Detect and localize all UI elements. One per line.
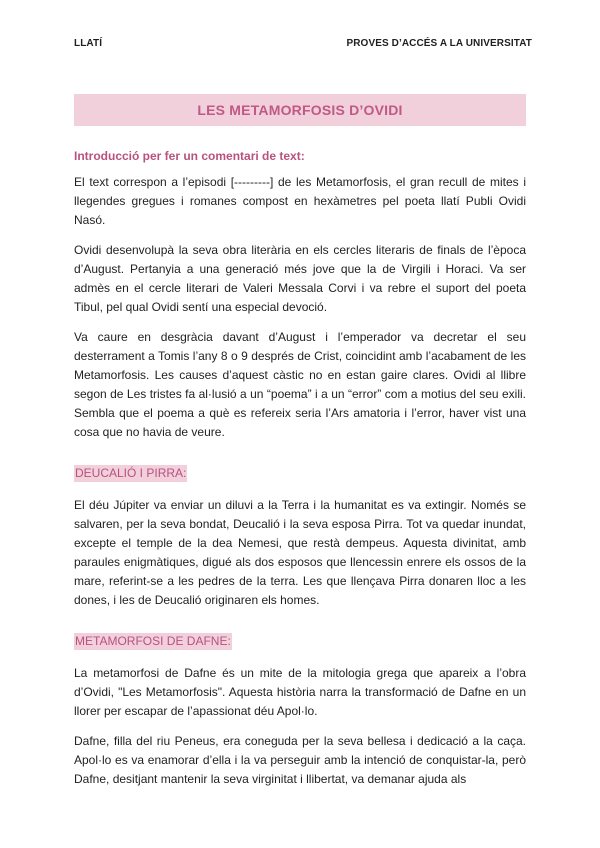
deucalio-paragraph: El déu Júpiter va enviar un diluvi a la Terra i la humanitat es va extingir. Només se salvaren, per la seva bondat, Deucalió i la seva esposa Pirra. Tot va quedar inundat, excepte el temple de la dea Nemesi, que restà dempeus. Aquesta divinitat, amb paraules enigmàtiques, digué als dos esposos que llencessin enrere els ossos de la mare, referint-se a les pedres de la terra. Les que llençava Pirra donaren lloc a les dones, i les de Deucalió originaren els homes. (74, 498, 526, 607)
header-subject: LLATÍ (74, 38, 103, 49)
intro-paragraph-1: El text correspon a l’episodi [---------] de les Metamorfosis, el gran recull de mites i llegendes gregues i romanes compost en hexàmetres pel poeta llatí Publi Ovidi Nasó. (74, 175, 526, 227)
section-heading-dafne: METAMORFOSI DE DAFNE: (75, 634, 231, 648)
dafne-paragraph-1: La metamorfosi de Dafne és un mite de la mitologia grega que apareix a l’obra d’Ovidi, "Les Metamorfosis". Aquesta història narra la transformació de Dafne en un llorer per escapar de l’apassionat déu Apol·lo. (74, 666, 526, 718)
intro-heading: Introducció per fer un comentari de text: (74, 149, 305, 163)
title-banner (74, 94, 526, 126)
document-title: LES METAMORFOSIS D’OVIDI (197, 102, 403, 118)
dafne-paragraph-2: Dafne, filla del riu Peneus, era coneguda per la seva bellesa i dedicació a la caça. Apol·lo es va enamorar d’ella i la va perseguir amb la intenció de conquistar-la, però Dafne, desitjant mantenir la seva virginitat i llibertat, va demanar ajuda als (74, 734, 526, 786)
page-header (74, 0, 532, 49)
header-exam-name: PROVES D’ACCÉS A LA UNIVERSITAT (346, 38, 532, 49)
intro-paragraph-3: Va caure en desgràcia davant d’August i l’emperador va decretar el seu desterrament a Tomis l’any 8 o 9 després de Crist, coincidint amb l’acabament de les Metamorfosis. Les causes d’aquest càstic no en estan gaire clares. Ovidi al llibre segon de Les tristes fa al·lusió a un “poema” i a un “error” com a motius del seu exili. Sembla que el poema a què es refereix seria l’Ars amatoria i l’error, haver vist una cosa que no havia de veure. (74, 330, 526, 439)
intro-paragraph-2: Ovidi desenvolupà la seva obra literària en els cercles literaris de finals de l’època d’August. Pertanyia a una generació més jove que la de Virgili i Horaci. Va ser admès en el cercle literari de Valeri Messala Corvi i va rebre el suport del poeta Tibul, pel qual Ovidi sentí una especial devoció. (74, 243, 526, 314)
section-heading-deucalio: DEUCALIÓ I PIRRA: (75, 466, 187, 480)
